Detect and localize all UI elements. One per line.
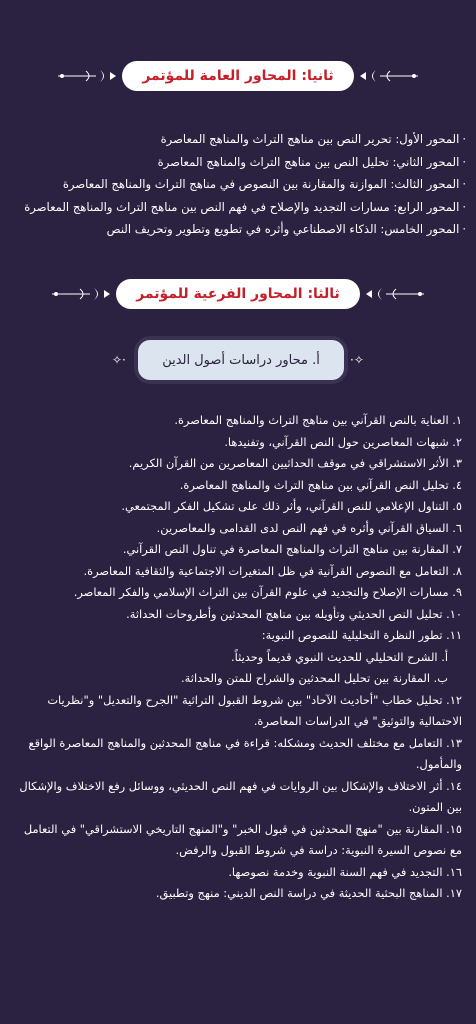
ornament-right-icon [358,67,420,85]
list-item: ١٣. التعامل مع مختلف الحديث ومشكله: قراءة في مناهج المحدثين والمناهج المعاصرة الواقع والمأمول. [28,735,462,771]
list-subitem: ب. المقارنة بين تحليل المحدثين والشراح للمتن والحداثة. [181,671,448,685]
sub-heading: أ. محاور دراسات أصول الدين [138,340,344,380]
ornament-left-icon [56,67,118,85]
axis-item: ·المحور الرابع: مسارات التجديد والإصلاح في فهم النص بين مناهج التراث والمناهج المعاصرة [24,199,466,214]
section3-title: ثالثا: المحاور الفرعية للمؤتمر [118,281,358,307]
ornament-right-icon [364,285,426,303]
ornament-small-right-icon: ·✧ [350,353,364,367]
sub-axes-list [16,410,462,905]
axis-item: ·المحور الثالث: الموازنة والمقارنة بين النصوص في مناهج التراث والمناهج المعاصرة [62,177,466,191]
list-item: ١. العناية بالنص القرآني بين مناهج التراث والمناهج المعاصرة. [174,413,462,427]
list-item: ٢. شبهات المعاصرين حول النص القرآني، وتفنيدها. [224,434,462,449]
ornament-left-icon [50,285,112,303]
axis-item: ·المحور الثاني: تحليل النص بين مناهج التراث والمناهج المعاصرة [157,154,466,169]
list-item: ١١. تطور النظرة التحليلية للنصوص النبوية: [261,628,462,642]
list-item: ٤. تحليل النص القرآني بين مناهج التراث والمناهج المعاصرة. [179,477,462,492]
general-axes-list [6,128,466,241]
list-item: ٣. الأثر الاستشراقي في موقف الحداثيين المعاصرين من القرآن الكريم. [128,456,462,470]
list-item: ٨. التعامل مع النصوص القرآنية في ظل المتغيرات الاجتماعية والثقافية المعاصرة. [83,563,462,578]
list-item: ١٤. أثر الاختلاف والإشكال بين الروايات في فهم النص الحديثي، ووسائل رفع الاختلاف والإشكال بين المتون. [19,778,462,814]
axis-item: ·المحور الخامس: الذكاء الاصطناعي وأثره في تطويع وتطوير وتحريف النص [106,222,466,236]
list-item: ٥. التناول الإعلامي للنص القرآني، وأثر ذلك على تشكيل الفكر المجتمعي. [121,499,462,513]
ornament-small-left-icon: ✧· [112,353,126,367]
list-item: ١٦. التجديد في فهم السنة النبوية وخدمة نصوصها. [228,864,462,879]
list-subitem: أ. الشرح التحليلي للحديث النبوي قديماً وحديثاً. [231,649,448,664]
section2-title-banner [0,56,476,96]
list-item: ١٢. تحليل خطاب "أحاديث الآحاد" بين شروط القبول التراثية "الجرح والتعديل" و"نظريات الاحتمالية والتوثيق" في الدراسات المعاصرة. [47,692,462,728]
axis-item: ·المحور الأول: تحرير النص بين مناهج التراث والمناهج المعاصرة [160,132,466,146]
list-item: ١٧. المناهج البحثية الحديثة في دراسة النص الديني: منهج وتطبيق. [155,886,462,900]
section3-title-banner [0,274,476,314]
list-item: ١٠. تحليل النص الحديثي وتأويله بين مناهج المحدثين وأطروحات الحداثة. [126,606,462,621]
list-item: ١٥. المقارنة بين "منهج المحدثين في قبول الخبر" و"المنهج التاريخي الاستشراقي" في التعامل مع نصوص السيرة النبوية: دراسة في شروط القبول والرفض. [23,821,462,857]
list-item: ٩. مسارات الإصلاح والتجديد في علوم القرآن بين التراث الإسلامي والفكر المعاصر. [73,585,462,599]
list-item: ٦. السياق القرآني وأثره في فهم النص لدى القدامى والمعاصرين. [156,520,462,535]
list-item: ٧. المقارنة بين مناهج التراث والمناهج المعاصرة في تناول النص القرآني. [122,542,462,556]
section2-title: ثانيا: المحاور العامة للمؤتمر [124,63,351,89]
